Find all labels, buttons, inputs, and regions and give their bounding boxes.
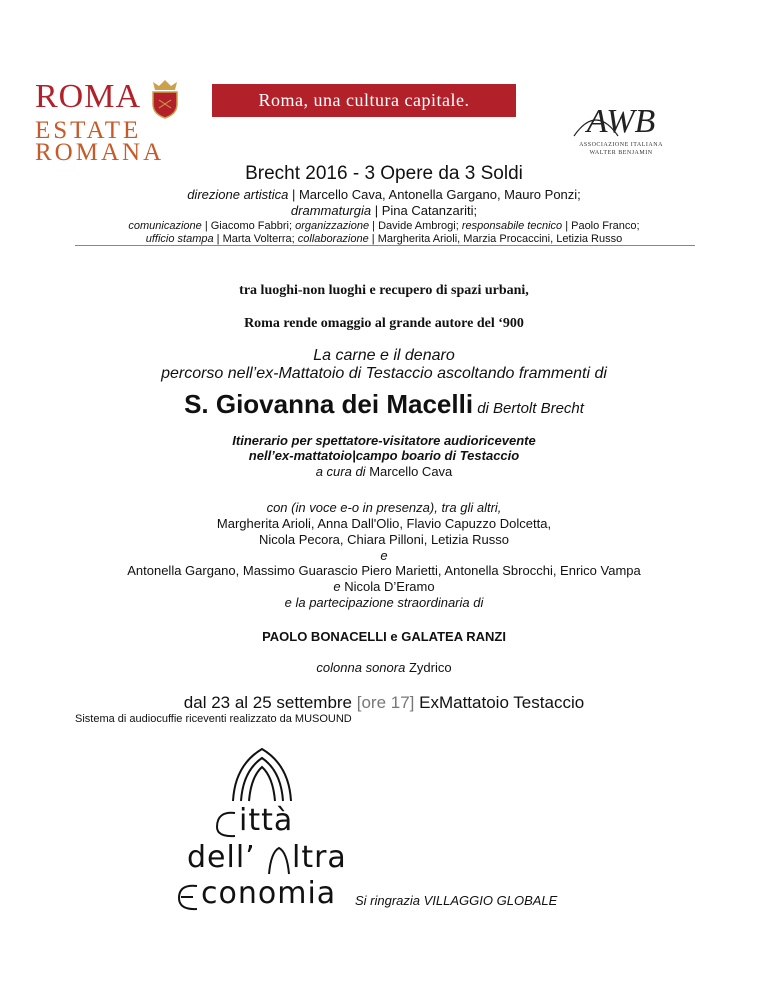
logo-economia-text: conomia [201,876,337,911]
schedule-dates: dal 23 al 25 settembre [183,693,357,712]
itinerary-line: nell’ex-mattatoio|campo boario di Testaccio [248,448,520,463]
credit-role: direzione artistica [187,187,289,202]
credit-names: | Pina Catanzariti; [371,203,478,218]
credit-role: comunicazione [128,220,202,232]
credit-names: | Giacomo Fabbri; [201,220,296,232]
citta-altra-economia-logo [175,745,365,915]
credit-role: drammaturgia [290,203,372,218]
itinerary-line: Itinerario per spettatore-visitatore audioricevente [232,433,536,448]
a-arch-icon [267,846,291,876]
c-letter-icon [213,809,239,839]
cast-line [0,579,768,594]
credit-role: collaborazione [297,233,369,245]
logo-citta-text: ittà [239,803,294,838]
audio-system-note: Sistema di audiocuffie riceventi realizzato da MUSOUND [75,713,352,725]
awb-monogram-icon [566,100,676,140]
awb-logo [566,100,676,160]
logo-dell-text: dell’ [187,840,256,875]
credit-role: organizzazione [295,220,370,232]
credit-names: | Margherita Arioli, Marzia Procaccini, Letizia Russo [368,233,623,245]
curator-line [0,464,768,479]
soundtrack-role: colonna sonora [316,660,406,675]
concentric-arches-icon [227,745,297,805]
credit-line-press [0,232,768,246]
cast-intro: con (in voce e-o in presenza), tra gli altri, [266,500,502,515]
credit-names: | Marta Volterra; [213,233,298,245]
show-author: di Bertolt Brecht [473,400,584,417]
show-subtitle: percorso nell’ex-Mattatoio di Testaccio ascoltando frammenti di [161,365,607,382]
credit-line-direction [0,187,768,202]
schedule-line [0,693,768,713]
cast-line: Nicola Pecora, Chiara Pilloni, Letizia Russo [258,532,509,547]
special-guests: PAOLO BONACELLI e GALATEA RANZI [262,629,506,644]
curator-role: a cura di [315,464,366,479]
roma-estate-romana-logo [35,78,195,166]
show-title-text: S. Giovanna dei Macelli [184,389,474,419]
credit-role: ufficio stampa [145,233,214,245]
event-series-title: Brecht 2016 - 3 Opere da 3 Soldi [245,163,523,184]
intro-tagline: tra luoghi-non luoghi e recupero di spazi urbani, [239,283,529,298]
header-divider [75,245,695,246]
credit-role: responsabile tecnico [461,220,563,232]
logo-altra-text: ltra [292,840,347,875]
soundtrack-line [0,660,768,675]
awb-letters: AWB [586,103,656,140]
show-title [0,389,768,420]
schedule-time: [ore 17] [356,693,415,712]
cast-name: Nicola D’Eramo [340,579,435,594]
credit-names: | Paolo Franco; [562,220,640,232]
logo-romana-word: ROMANA [35,139,165,166]
cast-line: Margherita Arioli, Anna Dall'Olio, Flavio Capuzzo Dolcetta, [216,516,552,531]
logo-estate-word: ESTATE [35,117,142,144]
soundtrack-name: Zydrico [405,660,452,675]
credit-line-dramaturgy [0,203,768,218]
intro-tagline: Roma rende omaggio al grande autore del ‘900 [244,316,524,331]
credit-names: | Davide Ambrogi; [369,220,462,232]
credit-names: | Marcello Cava, Antonella Gargano, Mauro Ponzi; [288,187,581,202]
roma-cultura-banner: Roma, una cultura capitale. [212,84,516,117]
acknowledgement: Si ringrazia VILLAGGIO GLOBALE [355,893,558,908]
cast-and: e [380,548,388,563]
e-letter-icon [175,882,201,912]
awb-subtitle-line1: ASSOCIAZIONE ITALIANA [579,142,663,148]
schedule-venue: ExMattatoio Testaccio [414,693,585,712]
credit-line-staff [0,219,768,233]
cast-and: e [333,579,341,594]
cast-line: Antonella Gargano, Massimo Guarascio Piero Marietti, Antonella Sbrocchi, Enrico Vampa [127,563,641,578]
curator-name: Marcello Cava [365,464,453,479]
awb-subtitle-line2: WALTER BENJAMIN [589,150,653,156]
special-intro: e la partecipazione straordinaria di [284,595,484,610]
rome-crest-icon [147,78,183,120]
logo-roma-word: ROMA [35,78,142,115]
show-subtitle: La carne e il denaro [313,347,455,364]
